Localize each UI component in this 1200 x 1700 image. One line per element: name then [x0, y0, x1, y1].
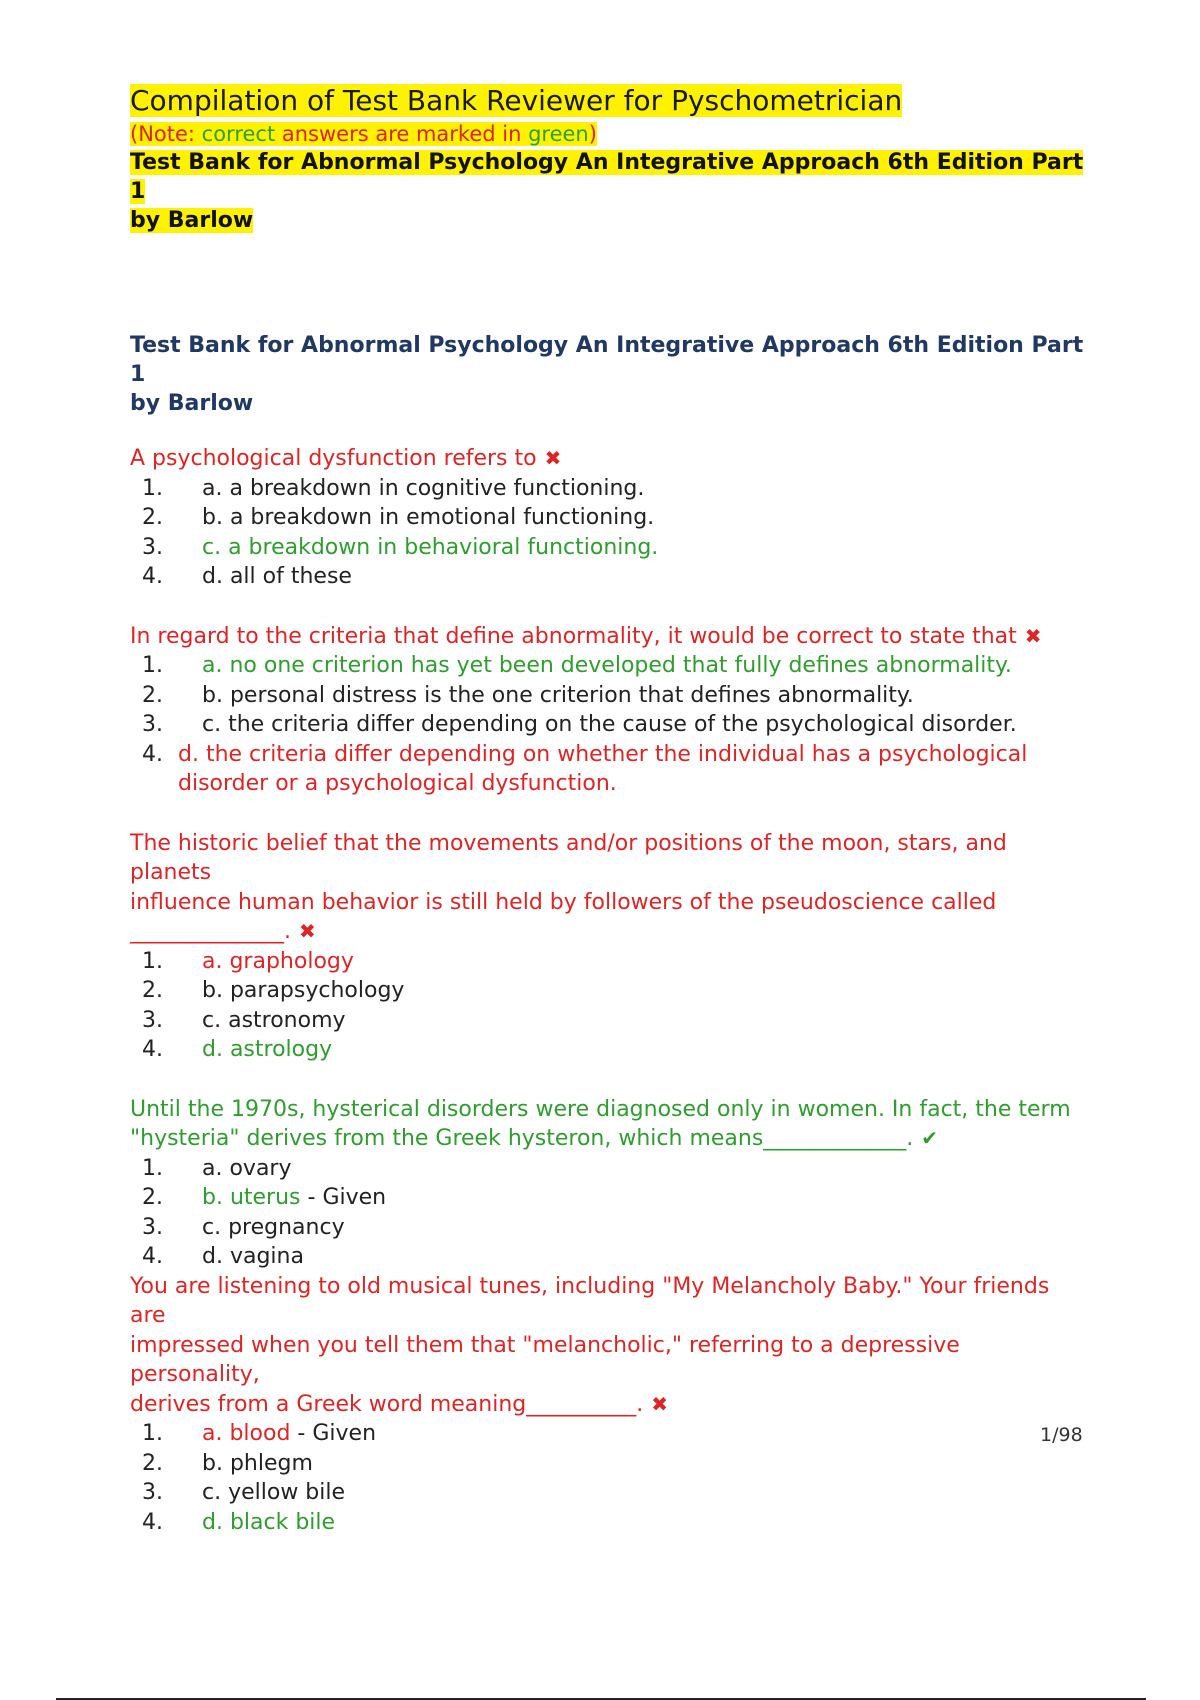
option-number: 2.	[142, 1185, 163, 1210]
option-number: 3.	[142, 1214, 163, 1240]
option-text: c. astronomy	[202, 1007, 346, 1033]
question-1-options	[130, 474, 1090, 592]
note-highlight	[130, 122, 597, 146]
wrong-mark-icon: ✖	[1024, 623, 1042, 648]
question-4	[130, 1095, 1090, 1272]
section-heading-line-2: by Barlow	[130, 391, 254, 416]
option-text: b. phlegm	[202, 1450, 313, 1476]
option-item-selected-wrong	[130, 1419, 1090, 1449]
option-item	[130, 1006, 1090, 1036]
option-item	[130, 562, 1090, 592]
question-1-stem-text: A psychological dysfunction refers to	[130, 446, 537, 471]
option-number: 1.	[142, 1421, 163, 1446]
question-1-stem	[130, 444, 1090, 474]
option-number: 2.	[142, 1450, 163, 1476]
question-4-stem-line-2: "hysteria" derives from the Greek hysteron, which means_____________.	[130, 1126, 914, 1151]
question-5-stem	[130, 1272, 1090, 1420]
wrong-mark-icon: ✖	[299, 919, 316, 943]
option-item	[130, 1242, 1090, 1272]
option-item	[130, 710, 1090, 740]
question-3-stem-line-3: ______________.	[130, 919, 291, 944]
option-number: 2.	[142, 682, 163, 708]
question-3-stem-line-1: The historic belief that the movements and/or positions of the moon, stars, and planets	[130, 830, 1007, 885]
option-number: 3.	[142, 1007, 163, 1033]
option-item-selected-wrong	[130, 740, 1090, 799]
option-text: d. all of these	[202, 564, 352, 589]
option-text: d. the criteria differ depending on whether the individual has a psychological disorder or a psychological dysfunction.	[178, 741, 1028, 796]
question-4-stem-line-1: Until the 1970s, hysterical disorders were diagnosed only in women. In fact, the term	[130, 1096, 1071, 1122]
option-text: b. personal distress is the one criterion that defines abnormality.	[202, 682, 914, 708]
option-item-correct	[130, 651, 1090, 681]
question-4-stem	[130, 1095, 1090, 1154]
question-1	[130, 444, 1090, 592]
option-item-correct	[130, 1183, 1090, 1213]
document-subtitle	[130, 148, 1090, 235]
option-item-correct	[130, 533, 1090, 563]
option-text: a. no one criterion has yet been developed that fully defines abnormality.	[202, 653, 1012, 678]
option-number: 2.	[142, 978, 163, 1003]
option-item-selected-wrong	[130, 947, 1090, 977]
wrong-mark-icon: ✖	[544, 446, 562, 470]
option-number: 4.	[142, 1037, 163, 1062]
option-number: 3.	[142, 712, 163, 737]
section-heading	[130, 331, 1090, 418]
note-correct-word: correct	[201, 122, 276, 146]
note-close: )	[588, 122, 597, 146]
option-text: b. parapsychology	[202, 978, 405, 1003]
option-item	[130, 1154, 1090, 1184]
option-item	[130, 474, 1090, 504]
note-mid: answers are marked in	[275, 122, 529, 146]
option-text: d. black bile	[202, 1509, 336, 1535]
page-number: 1/98	[1040, 1424, 1083, 1446]
question-5-stem-line-2: impressed when you tell them that "melancholic," referring to a depressive personality,	[130, 1332, 960, 1387]
option-text: a. ovary	[202, 1155, 292, 1181]
question-5-stem-line-3: derives from a Greek word meaning__________.	[130, 1391, 644, 1417]
option-item	[130, 1478, 1090, 1508]
note-open: (Note:	[130, 122, 202, 146]
note-green-word: green	[528, 122, 589, 146]
option-item	[130, 976, 1090, 1006]
option-item	[130, 1449, 1090, 1479]
option-number: 4.	[142, 1509, 163, 1535]
option-text: c. the criteria differ depending on the cause of the psychological disorder.	[202, 712, 1017, 737]
option-item-correct	[130, 1508, 1090, 1538]
question-2-stem-text: In regard to the criteria that define abnormality, it would be correct to state that	[130, 623, 1017, 649]
option-number: 4.	[142, 564, 163, 589]
option-item	[130, 681, 1090, 711]
question-3-stem-line-2: influence human behavior is still held by followers of the pseudoscience called	[130, 889, 997, 915]
option-text: c. pregnancy	[202, 1214, 345, 1240]
option-text: d. vagina	[202, 1244, 304, 1269]
option-text: b. a breakdown in emotional functioning.	[202, 505, 655, 530]
question-4-options	[130, 1154, 1090, 1272]
question-5-stem-line-1: You are listening to old musical tunes, including "My Melancholy Baby." Your friends are	[130, 1273, 1050, 1328]
option-number: 4.	[142, 741, 163, 767]
option-text: c. a breakdown in behavioral functioning.	[202, 534, 659, 560]
question-2-options	[130, 651, 1090, 799]
option-item	[130, 1213, 1090, 1243]
question-3	[130, 829, 1090, 1065]
option-number: 4.	[142, 1244, 163, 1269]
document-title	[130, 82, 1090, 120]
option-text: b. uterus	[202, 1185, 301, 1210]
option-text: d. astrology	[202, 1037, 333, 1062]
answer-key-note	[130, 120, 1090, 148]
subtitle-line-1: Test Bank for Abnormal Psychology An Integrative Approach 6th Edition Part 1	[130, 150, 1084, 204]
option-text: a. graphology	[202, 948, 354, 974]
question-3-stem	[130, 829, 1090, 947]
option-number: 2.	[142, 505, 163, 530]
option-text: a. a breakdown in cognitive functioning.	[202, 475, 645, 501]
option-number: 1.	[142, 948, 163, 974]
question-5	[130, 1272, 1090, 1538]
question-5-options	[130, 1419, 1090, 1537]
subtitle-line-2: by Barlow	[130, 208, 254, 233]
option-number: 1.	[142, 653, 163, 678]
option-number: 3.	[142, 534, 163, 560]
check-mark-icon: ✔	[921, 1126, 939, 1150]
option-number: 1.	[142, 475, 163, 501]
wrong-mark-icon: ✖	[651, 1391, 668, 1416]
given-label: - Given	[300, 1185, 387, 1210]
question-3-options	[130, 947, 1090, 1065]
document-page	[130, 82, 1090, 1537]
section-heading-line-1: Test Bank for Abnormal Psychology An Integrative Approach 6th Edition Part 1	[130, 333, 1084, 387]
option-item-correct	[130, 1035, 1090, 1065]
option-number: 1.	[142, 1155, 163, 1181]
option-number: 3.	[142, 1480, 163, 1505]
option-item	[130, 503, 1090, 533]
question-2	[130, 622, 1090, 799]
given-label: - Given	[290, 1421, 377, 1446]
title-text: Compilation of Test Bank Reviewer for Pyschometrician	[130, 84, 903, 117]
option-text: c. yellow bile	[202, 1480, 346, 1505]
question-2-stem	[130, 622, 1090, 652]
option-text: a. blood	[202, 1421, 291, 1446]
